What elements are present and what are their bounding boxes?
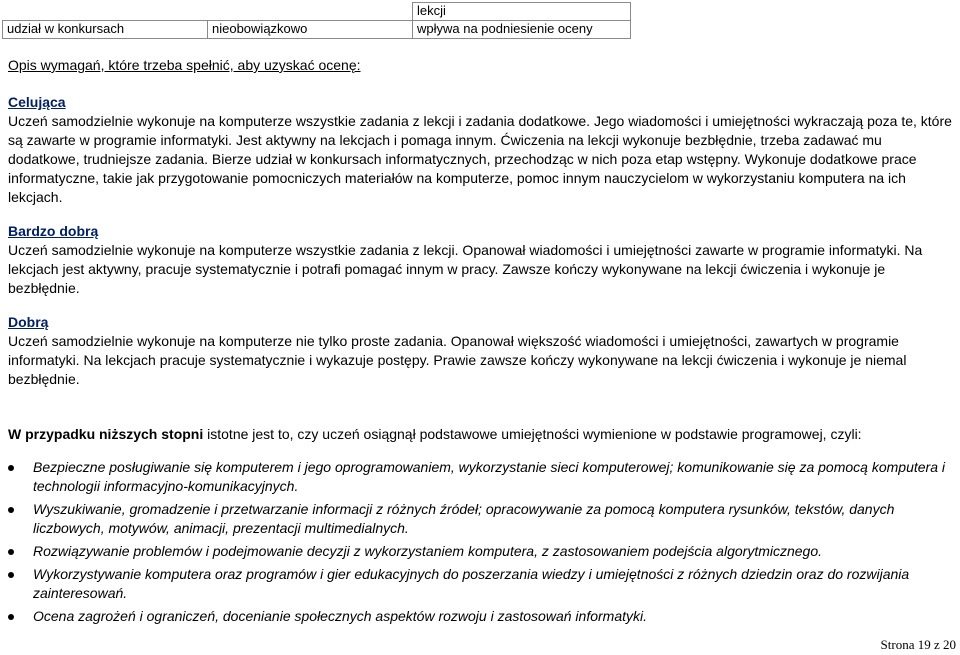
list-item-text: Ocena zagrożeń i ograniczeń, docenianie społecznych aspektów rozwoju i zastosowań informatyki.	[33, 608, 647, 624]
grade-text-dobra: Uczeń samodzielnie wykonuje na komputerze nie tylko proste zadania. Opanował większość wiadomości i umiejętności, zawartych w programie informatyki. Na lekcjach pracuje systematycznie i wykazuje postępy. Prawie zawsze kończy wykonywane na lekcji ćwiczenia i wykonuje je niemal bezbłędnie.	[8, 333, 907, 387]
table-cell: wpływa na podniesienie oceny	[413, 21, 631, 39]
lower-grades-rest: istotne jest to, czy uczeń osiągnął podstawowe umiejętności wymienione w podstawie programowej, czyli:	[203, 426, 862, 442]
document-body	[8, 56, 956, 630]
list-item-text: Rozwiązywanie problemów i podejmowanie decyzji z wykorzystaniem komputera, z zastosowaniem podejścia algorytmicznego.	[33, 543, 823, 559]
grade-text-bardzo-dobra: Uczeń samodzielnie wykonuje na komputerze wszystkie zadania z lekcji. Opanował wiadomości i umiejętności zawarte w programie informatyki. Na lekcjach jest aktywny, pracuje systematycznie i potrafi pomagać innym w pracy. Zawsze kończy wykonywane na lekcji ćwiczenia i wykonuje je bezbłędnie.	[8, 242, 923, 296]
table-cell	[3, 3, 208, 21]
table-cell	[208, 3, 413, 21]
lower-grades-bold: W przypadku niższych stopni	[8, 426, 204, 442]
requirements-table	[2, 2, 631, 39]
list-item-text: Bezpieczne posługiwanie się komputerem i jego oprogramowaniem, wykorzystanie sieci komputerowej; komunikowanie się za pomocą komputera i technologii informacyjno-komunikacyjnych.	[33, 459, 945, 494]
bullet-icon	[8, 549, 14, 555]
grade-text-celujaca: Uczeń samodzielnie wykonuje na komputerze wszystkie zadania z lekcji i zadania dodatkowe. Jego wiadomości i umiejętności wykraczają poza te, które są zawarte w programie informatyki. Jest aktywny na lekcjach i pomaga innym. Ćwiczenia na lekcji wykonuje bezbłędnie, trzeba zadawać mu dodatkowe, trudniejsze zadania. Bierze udział w konkursach informatycznych, przechodząc w nich poza etap wstępny. Wykonuje dodatkowe prace informatyczne, takie jak przygotowanie pomocniczych materiałów na komputerze, pomoc innym nauczycielom w wykorzystaniu komputera na ich lekcjach.	[8, 113, 952, 205]
grade-title-celujaca: Celująca	[8, 94, 66, 110]
page-number: Strona 19 z 20	[880, 637, 956, 652]
grade-title-dobra: Dobrą	[8, 314, 49, 330]
bullet-icon	[8, 465, 14, 471]
table-cell: lekcji	[413, 3, 631, 21]
list-item	[8, 607, 956, 626]
table-cell: nieobowiązkowo	[208, 21, 413, 39]
skills-list	[8, 458, 956, 626]
bullet-icon	[8, 507, 14, 513]
bullet-icon	[8, 572, 14, 578]
list-item	[8, 565, 956, 603]
list-item-text: Wyszukiwanie, gromadzenie i przetwarzanie informacji z różnych źródeł; opracowywanie za pomocą komputera rysunków, tekstów, danych liczbowych, motywów, animacji, prezentacji multimedialnych.	[33, 501, 895, 536]
list-item-text: Wykorzystywanie komputera oraz programów i gier edukacyjnych do poszerzania wiedzy i umiejętności z różnych dziedzin oraz do rozwijania zainteresowań.	[33, 566, 910, 601]
table-cell: udział w konkursach	[3, 21, 208, 39]
table-row	[3, 3, 631, 21]
bullet-icon	[8, 614, 14, 620]
grade-title-bardzo-dobra: Bardzo dobrą	[8, 223, 99, 239]
list-item	[8, 500, 956, 538]
list-item	[8, 542, 956, 561]
requirements-heading: Opis wymagań, które trzeba spełnić, aby uzyskać ocenę:	[8, 57, 361, 73]
list-item	[8, 458, 956, 496]
table-row	[3, 21, 631, 39]
lower-grades-paragraph	[8, 425, 956, 444]
